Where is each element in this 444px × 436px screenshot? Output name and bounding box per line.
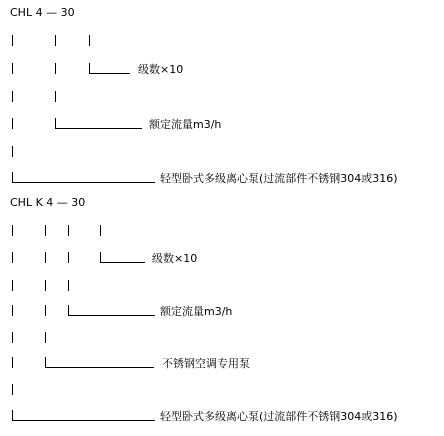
tick-1-4 — [55, 91, 56, 102]
tick-1-c — [12, 63, 13, 74]
leader-line-pump-1 — [13, 182, 155, 183]
tick-2-30 — [100, 225, 101, 236]
label-pump-1: 轻型卧式多级离心泵(过流部件不锈钢304或316) — [160, 172, 398, 185]
label-pump-2: 轻型卧式多级离心泵(过流部件不锈钢304或316) — [160, 410, 398, 423]
leader-line-stages-1 — [90, 73, 130, 74]
tick-2-4 — [68, 252, 69, 263]
label-aircon-2: 不锈钢空调专用泵 — [162, 357, 250, 370]
tick-2-c — [12, 384, 13, 395]
tick-1-4 — [55, 63, 56, 74]
label-stages-2: 级数×10 — [152, 252, 198, 265]
label-stages-1: 级数×10 — [138, 63, 184, 76]
label-flow-2: 额定流量m3/h — [160, 305, 233, 318]
tick-1-4 — [55, 35, 56, 46]
tick-2-c — [12, 252, 13, 263]
tick-1-c — [12, 118, 13, 129]
tick-2-4 — [68, 225, 69, 236]
leader-line-pump-2 — [13, 420, 155, 421]
model-code-2: CHL K 4 — 30 — [10, 196, 86, 209]
tick-2-k — [45, 225, 46, 236]
tick-1-c — [12, 146, 13, 157]
leader-line-flow-2 — [69, 315, 155, 316]
tick-2-c — [12, 280, 13, 291]
tick-2-c — [12, 225, 13, 236]
tick-2-c — [12, 357, 13, 368]
label-flow-1: 额定流量m3/h — [149, 118, 222, 131]
tick-2-k — [45, 252, 46, 263]
tick-1-c — [12, 91, 13, 102]
model-code-1: CHL 4 — 30 — [10, 6, 75, 19]
tick-2-c — [12, 305, 13, 316]
tick-2-4 — [68, 280, 69, 291]
tick-2-k — [45, 332, 46, 343]
tick-2-k — [45, 280, 46, 291]
tick-2-c — [12, 332, 13, 343]
tick-2-k — [45, 305, 46, 316]
leader-line-flow-1 — [56, 128, 142, 129]
leader-line-aircon-2 — [46, 367, 154, 368]
tick-1-30 — [89, 35, 90, 46]
leader-line-stages-2 — [101, 262, 145, 263]
tick-1-c — [12, 35, 13, 46]
